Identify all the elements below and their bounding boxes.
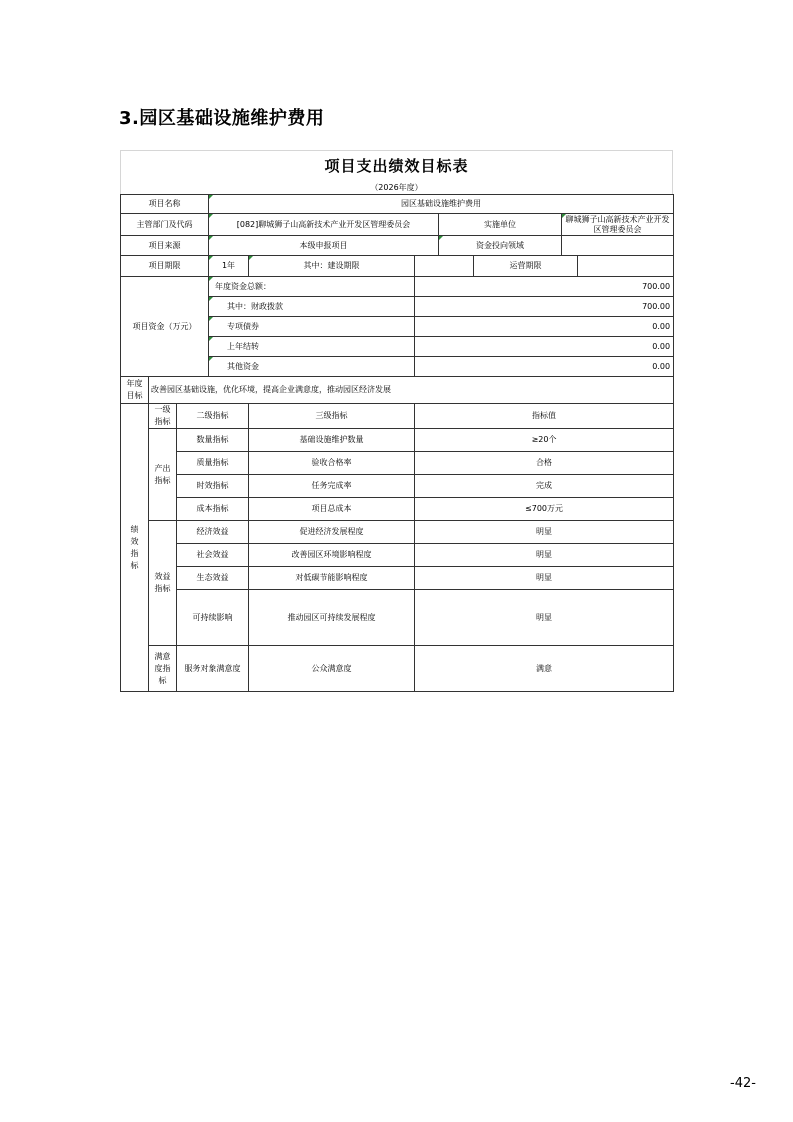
header-value: 指标值 xyxy=(415,404,674,429)
period-value: 1年 xyxy=(209,256,249,277)
oper-value xyxy=(578,256,674,277)
table-year: （2026年度） xyxy=(120,181,673,194)
table-row xyxy=(121,214,674,236)
output-label: 产出指标 xyxy=(149,429,177,521)
output-l3: 基础设施维护数量 xyxy=(249,429,415,452)
table-row xyxy=(121,429,674,452)
output-value: ≤700万元 xyxy=(415,498,674,521)
output-value: 完成 xyxy=(415,475,674,498)
table-row xyxy=(121,498,674,521)
invest-value xyxy=(562,236,674,256)
output-l2: 质量指标 xyxy=(177,452,249,475)
output-l2: 数量指标 xyxy=(177,429,249,452)
funds-label: 项目资金（万元） xyxy=(121,277,209,377)
effect-value: 明显 xyxy=(415,544,674,567)
table-row xyxy=(121,256,674,277)
satisfy-l2: 服务对象满意度 xyxy=(177,646,249,692)
goal-value: 改善园区基础设施，优化环境，提高企业满意度，推动园区经济发展 xyxy=(149,377,674,404)
table-row xyxy=(121,590,674,646)
table-row xyxy=(121,544,674,567)
performance-table xyxy=(120,194,674,692)
satisfy-value: 满意 xyxy=(415,646,674,692)
output-l2: 成本指标 xyxy=(177,498,249,521)
source-label: 项目来源 xyxy=(121,236,209,256)
funds-fiscal-value: 700.00 xyxy=(415,297,674,317)
effect-l3: 促进经济发展程度 xyxy=(249,521,415,544)
table-row xyxy=(121,404,674,429)
table-row xyxy=(121,195,674,214)
effect-value: 明显 xyxy=(415,590,674,646)
funds-fiscal-label: 其中：财政拨款 xyxy=(209,297,415,317)
funds-carryover-label: 上年结转 xyxy=(209,337,415,357)
funds-total-value: 700.00 xyxy=(415,277,674,297)
period-label: 项目期限 xyxy=(121,256,209,277)
project-name-label: 项目名称 xyxy=(121,195,209,214)
goal-label: 年度目标 xyxy=(121,377,149,404)
project-name-value: 园区基础设施维护费用 xyxy=(209,195,674,214)
oper-label: 运营期限 xyxy=(474,256,578,277)
effect-label: 效益指标 xyxy=(149,521,177,646)
satisfy-l3: 公众满意度 xyxy=(249,646,415,692)
funds-bond-value: 0.00 xyxy=(415,317,674,337)
table-row xyxy=(121,567,674,590)
table-row xyxy=(121,646,674,692)
output-l2: 时效指标 xyxy=(177,475,249,498)
header-level2: 二级指标 xyxy=(177,404,249,429)
effect-l2: 生态效益 xyxy=(177,567,249,590)
effect-l2: 经济效益 xyxy=(177,521,249,544)
source-value: 本级申报项目 xyxy=(209,236,439,256)
funds-other-value: 0.00 xyxy=(415,357,674,377)
output-l3: 验收合格率 xyxy=(249,452,415,475)
dept-label: 主管部门及代码 xyxy=(121,214,209,236)
output-l3: 任务完成率 xyxy=(249,475,415,498)
funds-carryover-value: 0.00 xyxy=(415,337,674,357)
effect-l3: 对低碳节能影响程度 xyxy=(249,567,415,590)
effect-l2: 可持续影响 xyxy=(177,590,249,646)
impl-value: 聊城狮子山高新技术产业开发区管理委员会 xyxy=(562,214,674,236)
effect-l3: 改善园区环境影响程度 xyxy=(249,544,415,567)
effect-value: 明显 xyxy=(415,521,674,544)
effect-l2: 社会效益 xyxy=(177,544,249,567)
build-label: 其中：建设期限 xyxy=(249,256,415,277)
table-title: 项目支出绩效目标表 xyxy=(120,150,673,181)
output-l3: 项目总成本 xyxy=(249,498,415,521)
section-heading: 3.园区基础设施维护费用 xyxy=(119,108,325,129)
output-value: 合格 xyxy=(415,452,674,475)
satisfy-label: 满意度指标 xyxy=(149,646,177,692)
funds-other-label: 其他资金 xyxy=(209,357,415,377)
table-row xyxy=(121,236,674,256)
table-row xyxy=(121,521,674,544)
output-value: ≥20个 xyxy=(415,429,674,452)
table-row xyxy=(121,452,674,475)
perf-label: 绩效指标 xyxy=(121,404,149,692)
effect-l3: 推动园区可持续发展程度 xyxy=(249,590,415,646)
header-level3: 三级指标 xyxy=(249,404,415,429)
invest-label: 资金投向领域 xyxy=(439,236,562,256)
page-number: -42- xyxy=(730,1076,756,1091)
build-value xyxy=(415,256,474,277)
table-row xyxy=(121,277,674,297)
dept-value: [082]聊城狮子山高新技术产业开发区管理委员会 xyxy=(209,214,439,236)
effect-value: 明显 xyxy=(415,567,674,590)
impl-label: 实施单位 xyxy=(439,214,562,236)
header-level1: 一级指标 xyxy=(149,404,177,429)
funds-total-label: 年度资金总额： xyxy=(209,277,415,297)
table-row xyxy=(121,475,674,498)
performance-target-sheet xyxy=(120,150,673,692)
funds-bond-label: 专项债券 xyxy=(209,317,415,337)
table-row xyxy=(121,377,674,404)
